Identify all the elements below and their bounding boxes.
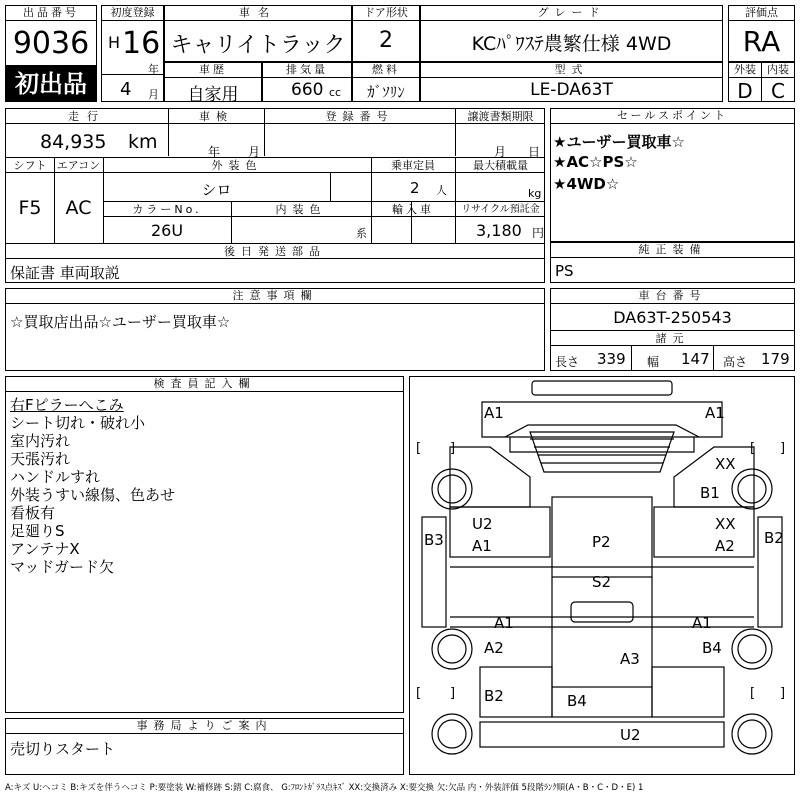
color: シロ <box>201 181 232 199</box>
mark-b4-rear-right: B4 <box>702 639 722 657</box>
fuel-box <box>352 62 420 102</box>
registration-label: 登録番号 <box>325 110 394 123</box>
recycle: 3,180 <box>476 221 522 240</box>
inspector-line-10: マッドガード欠 <box>10 558 114 576</box>
notes-label: 注意事項欄 <box>6 289 544 304</box>
displacement-box <box>262 62 352 102</box>
office-label: 事務局よりご案内 <box>6 719 403 734</box>
sales-point-3: ★4WD☆ <box>553 175 620 193</box>
svg-text:]: ] <box>780 441 786 456</box>
mark-a1-bed-right: A1 <box>692 614 712 632</box>
int-grade: C <box>771 79 785 103</box>
lot-number: 9036 <box>12 26 90 61</box>
year: 16 <box>122 26 161 61</box>
mark-a3-bed: A3 <box>620 650 640 668</box>
recycle-label: リサイクル預託金 <box>461 204 540 215</box>
mark-b2-right-side: B2 <box>764 529 784 547</box>
car-name-box <box>164 5 352 62</box>
chassis-number: DA63T-250543 <box>613 308 732 327</box>
recycle-unit: 円 <box>532 226 545 240</box>
load-unit: kg <box>528 187 542 200</box>
door-box <box>352 5 420 62</box>
mark-a1-left-door: A1 <box>472 537 492 555</box>
import-label: 輸入車 <box>392 203 434 216</box>
year-unit: 年 <box>148 63 159 76</box>
inspector-line-2: シート切れ・破れ小 <box>10 414 146 432</box>
month-unit: 月 <box>148 88 159 101</box>
ext-grade-label: 外装 <box>729 63 761 78</box>
mark-b3-left-side: B3 <box>424 531 444 549</box>
sales-points-label: セールスポイント <box>551 109 794 124</box>
capacity: 2 <box>410 179 420 197</box>
later-parts-label: 後日発送部品 <box>224 245 326 258</box>
lot-number-label: 出品番号 <box>6 6 96 21</box>
insp-year-unit: 年 <box>208 145 221 159</box>
svg-text:[: [ <box>750 686 756 701</box>
model: LE-DA63T <box>530 80 613 100</box>
dims-label: 諸元 <box>655 332 690 345</box>
sales-points-box <box>550 108 795 242</box>
damage-diagram-box <box>409 376 795 775</box>
model-box <box>420 62 723 102</box>
mileage: 84,935 <box>40 131 107 153</box>
mark-xx-right-door: XX <box>715 515 736 533</box>
office: 売切りスタート <box>10 740 116 758</box>
mark-b2-rear-left: B2 <box>484 687 504 705</box>
svg-text:[: [ <box>416 441 422 456</box>
width-label: 幅 <box>647 355 660 369</box>
displacement-unit: cc <box>329 86 342 99</box>
color-no: 26U <box>150 221 184 240</box>
displacement-label: 排気量 <box>263 63 351 78</box>
month: 4 <box>120 79 132 100</box>
transfer-month-unit: 月 <box>494 145 507 159</box>
lot-number-box <box>5 5 97 66</box>
shift: F5 <box>18 197 42 219</box>
color-label: 外装色 <box>211 159 263 172</box>
first-listing-badge: 初出品 <box>5 66 97 102</box>
car-name: キャリイトラック <box>170 33 346 58</box>
svg-text:[: [ <box>750 441 756 456</box>
fuel-label: 燃料 <box>353 63 419 78</box>
svg-text:[: [ <box>416 686 422 701</box>
height: 179 <box>761 350 790 368</box>
history: 自家用 <box>187 85 239 105</box>
legend: A:キズ U:ヘコミ B:キズを伴うヘコミ P:要塗装 W:補修跡 S:錆 C:腐食、 G:ﾌﾛﾝﾄｶﾞﾗｽ点ｷｽﾞ XX:交換済み X:要交換 欠:欠品 内・外装評価 5段階ﾗﾝｸ順(A・B・C・D・E) 1 <box>5 783 644 793</box>
inspector-line-5: ハンドルすれ <box>10 468 101 486</box>
inspector-line-1: 右Fピラーへこみ <box>10 396 124 414</box>
interior-color-unit: 系 <box>356 227 367 240</box>
length-label: 長さ <box>555 355 580 369</box>
grade: KCﾊﾟﾜｽﾃ農繁仕様 4WD <box>471 33 672 55</box>
inspector-line-9: アンテナX <box>10 540 80 558</box>
vehicle-info-panel <box>5 108 545 283</box>
chassis-box <box>550 288 795 371</box>
history-box <box>164 62 262 105</box>
mark-a2-right-door: A2 <box>715 537 735 555</box>
mark-a1-front-left: A1 <box>484 404 504 422</box>
door-label: ドア形状 <box>353 6 419 21</box>
svg-text:]: ] <box>450 441 456 456</box>
door: 2 <box>379 28 393 53</box>
inspector-lines <box>10 396 175 576</box>
mileage-unit: km <box>128 131 158 153</box>
inspector-line-4: 天張汚れ <box>10 450 71 468</box>
notes: ☆買取店出品☆ユーザー買取車☆ <box>10 313 231 331</box>
svg-text:]: ] <box>780 686 786 701</box>
mark-p2-center: P2 <box>592 533 611 551</box>
sales-point-2: ★AC☆PS☆ <box>553 153 638 171</box>
chassis-label: 車台番号 <box>551 289 794 304</box>
mileage-label: 走行 <box>68 110 106 123</box>
int-grade-box <box>761 62 795 102</box>
notes-box <box>5 288 545 371</box>
capacity-label: 乗車定員 <box>391 159 435 172</box>
shift-label: シフト <box>13 159 47 172</box>
equipment-label: 純正装備 <box>551 243 794 258</box>
insp-month-unit: 月 <box>248 145 261 159</box>
grade-box <box>420 5 723 62</box>
ext-grade: D <box>737 79 753 103</box>
interior-color-label: 内装色 <box>275 203 327 216</box>
fuel: ｶﾞｿﾘﾝ <box>367 83 405 101</box>
era: H <box>108 33 121 52</box>
score-label: 評価点 <box>729 6 794 21</box>
length: 339 <box>597 350 626 368</box>
first-registration-box <box>101 5 164 102</box>
inspector-line-8: 足廻りS <box>10 522 65 540</box>
mark-a1-bed-left: A1 <box>494 614 514 632</box>
score: RA <box>742 25 781 58</box>
ac-label: エアコン <box>56 159 101 172</box>
score-box <box>728 5 795 62</box>
transfer-day-unit: 日 <box>528 145 541 159</box>
height-label: 高さ <box>723 355 748 369</box>
mark-a1-front-right: A1 <box>705 404 725 422</box>
displacement: 660 <box>291 80 324 100</box>
inspection-label: 車検 <box>199 110 233 123</box>
mark-s2-center: S2 <box>592 573 612 591</box>
inspector-line-6: 外装うすい線傷、色あせ <box>10 486 176 504</box>
sales-point-1: ★ユーザー買取車☆ <box>553 133 685 151</box>
inspector-line-7: 看板有 <box>10 504 56 522</box>
ac: AC <box>65 197 92 219</box>
office-box <box>5 718 404 775</box>
car-name-label: 車名 <box>165 6 351 21</box>
grade-label: グレード <box>421 6 722 21</box>
inspector-box <box>5 376 404 713</box>
mark-u2-left-door: U2 <box>472 515 493 533</box>
svg-text:]: ] <box>450 686 456 701</box>
color-no-label: カラーNo. <box>132 203 202 216</box>
mark-b4-rear-center: B4 <box>567 692 587 710</box>
mark-b1-right: B1 <box>700 484 720 502</box>
equipment-box <box>550 242 795 283</box>
load-label: 最大積載量 <box>473 159 528 172</box>
int-grade-label: 内装 <box>762 63 794 78</box>
equipment: PS <box>555 262 574 280</box>
width: 147 <box>681 350 710 368</box>
capacity-unit: 人 <box>436 184 447 197</box>
later-parts: 保証書 車両取説 <box>10 264 120 282</box>
ext-grade-box <box>728 62 762 102</box>
inspector-label: 検査員記入欄 <box>6 377 403 392</box>
transfer-label: 譲渡書類期限 <box>467 110 534 123</box>
mark-u2-rear-bumper: U2 <box>620 726 641 744</box>
history-label: 車歴 <box>165 63 261 78</box>
inspector-line-3: 室内汚れ <box>10 432 71 450</box>
mark-a2-rear-left: A2 <box>484 639 504 657</box>
mark-xx-front-right: XX <box>715 455 736 473</box>
first-registration-label: 初度登録 <box>102 6 163 21</box>
model-label: 型式 <box>421 63 722 78</box>
